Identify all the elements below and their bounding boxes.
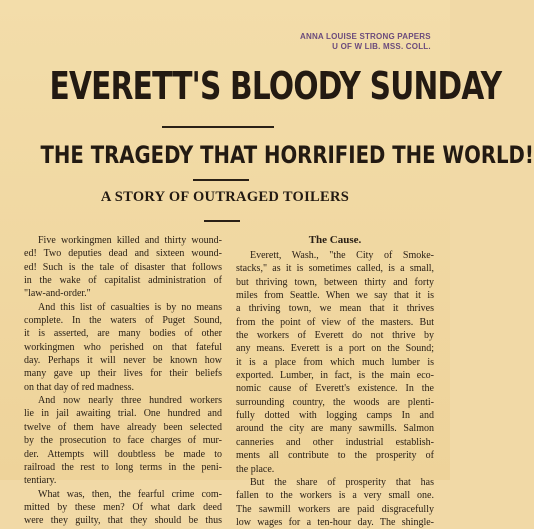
text-line: Five workingmen killed and thirty wound-	[38, 235, 222, 246]
text-line: twelve of them have already been selected	[24, 421, 222, 433]
text-line: in the wake of capitalist administration of	[24, 275, 222, 287]
text-line: And this list of casualties is by no means	[38, 301, 222, 313]
text-line: complete. In the waters of Puget Sound,	[24, 315, 222, 327]
text-line: fallen to the workers is a very small one.	[236, 490, 434, 502]
text-line: day. Perhaps it will never be known how	[24, 355, 222, 367]
text-line: The sawmill workers are paid disgracefully	[236, 503, 434, 515]
text-line: many gave up their lives for their beliefs	[24, 368, 222, 380]
text-line: any means. Everett is a port on the Sound;	[236, 343, 434, 355]
text-line: ments all contribute to the prosperity of	[236, 450, 434, 462]
text-line: But the share of prosperity that has	[250, 476, 434, 488]
text-line: a thriving town, we mean that it thrives	[236, 303, 434, 315]
stamp-line-2: U OF W LIB. MSS. COLL.	[332, 42, 431, 51]
text-line: it is asserted, are many bodies of other	[24, 328, 222, 340]
section-heading: The Cause.	[308, 234, 362, 246]
text-line: tentiary.	[24, 475, 57, 487]
text-line: ed! Such is the tale of disaster that follows	[24, 261, 222, 273]
text-line: der. Attempts will doubtless be made to	[24, 448, 222, 460]
page-subtitle: THE TRAGEDY THAT HORRIFIED THE WORLD!	[40, 141, 534, 169]
text-line: on that day of red madness.	[24, 381, 134, 393]
text-line: miles from Seattle. When we say that it is	[236, 290, 434, 302]
stamp-line-1: ANNA LOUISE STRONG PAPERS	[300, 32, 431, 41]
page-title: EVERETT'S BLOODY SUNDAY	[49, 64, 502, 108]
text-line: What was, then, the fearful crime com-	[38, 488, 222, 500]
text-line: lie in jail awaiting trial. One hundred and	[24, 408, 222, 420]
text-line: Everett, Wash., "the City of Smoke-	[250, 250, 434, 261]
text-line: fully dotted with logging camps In and	[236, 410, 434, 422]
tagline: A STORY OF OUTRAGED TOILERS	[100, 189, 350, 205]
text-line: the workers of Everett do not thrive by	[236, 330, 434, 342]
text-line: low wages for a ten-hour day. The shingle-	[236, 516, 434, 528]
text-line: but thriving town, between thirty and forty	[236, 276, 434, 288]
divider-rule	[162, 126, 274, 128]
text-line: And now nearly three hundred workers	[38, 395, 222, 407]
text-line: surrounding country, the woods are plenti-	[236, 396, 434, 408]
text-line: from the point of view of the masters. But	[236, 316, 434, 328]
left-column	[24, 234, 222, 528]
text-line: canneries and other industrial establish-	[236, 436, 434, 448]
text-line: workingmen who perished on that fateful	[24, 341, 222, 353]
text-line: railroad the rest to long terms in the peni-	[24, 461, 222, 473]
text-line: around the city are many sawmills. Salmon	[236, 423, 434, 435]
text-line: exported. Lumber, in fact, is the main eco-	[236, 370, 434, 382]
text-line: were they guilty, that they should be thus	[24, 515, 222, 527]
text-line: ed! Two deputies dead and sixteen wound-	[24, 248, 222, 260]
text-line: by the prosecution to face charges of mur-	[24, 435, 222, 447]
archive-stamp	[300, 32, 431, 52]
text-line: it is a place from which much lumber is	[236, 356, 434, 368]
text-line: "law-and-order."	[24, 288, 91, 300]
text-line: stacks," as it is sometimes called, is a small,	[236, 263, 434, 275]
right-column	[236, 234, 434, 529]
divider-rule	[193, 179, 249, 181]
text-line: mitted by these men? Of what dark deed	[24, 501, 222, 513]
text-line: nomic cause of Everett's existence. In the	[236, 383, 434, 395]
text-line: the place.	[236, 463, 275, 475]
divider-rule	[204, 220, 240, 222]
